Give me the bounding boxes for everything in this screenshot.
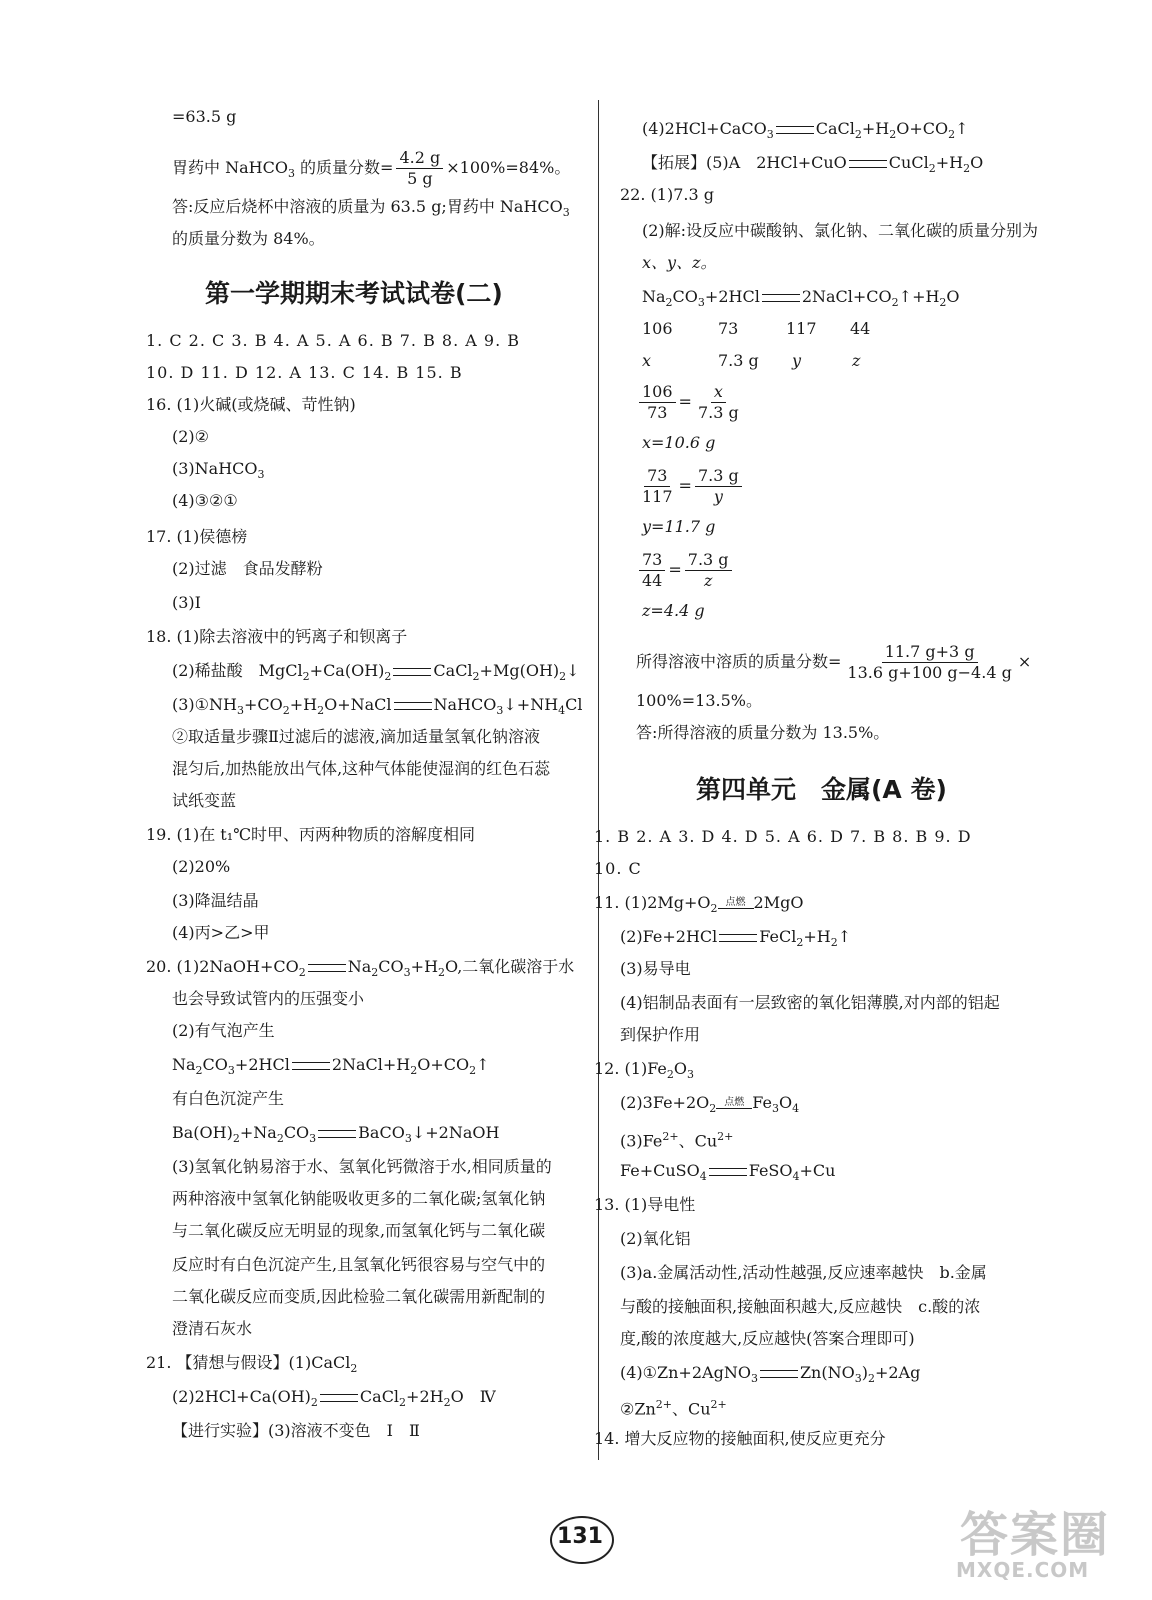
column-divider	[598, 100, 599, 1460]
answer-line: 1. B 2. A 3. D 4. D 5. A 6. D 7. B 8. B 9. D	[594, 827, 972, 846]
answer-line: 两种溶液中氢氧化钠能吸收更多的二氧化碳;氢氧化钠	[172, 1189, 546, 1208]
mass-fraction: 所得溶液中溶质的质量分数= $\frac{11.7 g+3 g}{13.6 g+100 g-4.4 g}$ ×	[636, 642, 1032, 682]
answer-line: (4)①Zn+2AgNO$_3$ $Zn(NO_3)_2+2Ag$	[620, 1363, 921, 1386]
answer-line: 17. (1)侯德榜	[146, 527, 248, 546]
answer-line: $Ba(OH)_2+Na_2CO_3$ BaCO$_3$↓+2NaOH	[172, 1123, 500, 1146]
answer-line: (2)氧化铝	[620, 1229, 691, 1248]
answer-line: (2)Fe+2HCl $FeCl_2+H_2↑$	[620, 927, 852, 950]
answer-line: 度,酸的浓度越大,反应越快(答案合理即可)	[620, 1329, 915, 1348]
answer-line: (3)降温结晶	[172, 891, 259, 910]
answer-line: (4)2HCl+CaCO$_3$ $CaCl_2+H_2O+CO_2↑$	[642, 119, 969, 142]
variable: y	[792, 351, 802, 370]
answer-line: 二氧化碳反应而变质,因此检验二氧化碳需用新配制的	[172, 1287, 546, 1306]
answer-line: (4)铝制品表面有一层致密的氧化铝薄膜,对内部的铝起	[620, 993, 1000, 1012]
watermark-url: MXQE.COM	[956, 1558, 1090, 1582]
answer-line: 答:所得溶液的质量分数为 13.5%。	[636, 723, 890, 742]
page-number	[540, 1510, 620, 1566]
result: y=11.7 g	[642, 517, 716, 536]
answer-line: (4)③②①	[172, 491, 238, 510]
answer-line: 到保护作用	[620, 1025, 701, 1044]
answer-line: 混匀后,加热能放出气体,这种气体能使湿润的红色石蕊	[172, 759, 551, 778]
variable: 7.3 g	[718, 351, 759, 370]
answer-line: $Na_2CO_3+2HCl$ $2NaCl+CO_2↑+H_2O$	[642, 287, 960, 310]
answer-line: 与二氧化碳反应无明显的现象,而氢氧化钙与二氧化碳	[172, 1221, 546, 1240]
answer-line: x、y、z。	[642, 253, 717, 272]
answer-line: (2)20%	[172, 857, 231, 876]
result: z=4.4 g	[642, 601, 705, 620]
result: x=10.6 g	[642, 433, 716, 452]
section-title: 第一学期期末考试试卷(二)	[205, 279, 503, 308]
variable: x	[642, 351, 652, 370]
text-line: 的质量分数为 84%。	[172, 229, 325, 248]
answer-line: 试纸变蓝	[172, 791, 237, 810]
answer-line: 19. (1)在 t₁℃时甲、丙两种物质的溶解度相同	[146, 825, 476, 844]
mass-value: 44	[850, 319, 871, 338]
page-number-text: 131	[557, 1524, 603, 1549]
answer-line: (3)Ⅰ	[172, 593, 201, 612]
mass-value: 73	[718, 319, 739, 338]
section-title: 第四单元 金属(A 卷)	[696, 775, 947, 804]
answer-line: 【拓展】(5)A 2HCl+CuO $CuCl_2+H_2O$	[642, 153, 984, 176]
answer-line: $(3)Fe^{2+}$、$Cu^{2+}$	[620, 1130, 734, 1151]
answer-line: 与酸的接触面积,接触面积越大,反应越快 c.酸的浓	[620, 1297, 981, 1316]
answer-line: (2)过滤 食品发酵粉	[172, 559, 323, 578]
answer-line: 有白色沉淀产生	[172, 1089, 285, 1108]
answer-line: (3)a.金属活动性,活动性越强,反应速率越快 b.金属	[620, 1263, 987, 1282]
answer-line: (2)解:设反应中碳酸钠、氯化钠、二氧化碳的质量分别为	[642, 221, 1039, 240]
text-line: 答:反应后烧杯中溶液的质量为 63.5 g;胃药中 NaHCO$_3$	[172, 197, 570, 220]
answer-line: $Na_2CO_3+2HCl$ $2NaCl+H_2O+CO_2↑$	[172, 1055, 490, 1078]
watermark-logo	[940, 1490, 1140, 1590]
answer-line: 12. $(1)Fe_2O_3$	[594, 1059, 695, 1082]
answer-line: 1. C 2. C 3. B 4. A 5. A 6. B 7. B 8. A 9. B	[146, 331, 521, 350]
answer-line: 13. (1)导电性	[594, 1195, 696, 1214]
proportion: $\frac{73}{44}$ = $\frac{7.3 g}{z}$	[636, 550, 735, 591]
proportion: $\frac{106}{73}$ = $\frac{x}{7.3 g}$	[636, 382, 745, 423]
answer-line: Fe+CuSO$_4$ FeSO$_4$+Cu	[620, 1161, 836, 1184]
answer-line: (2)稀盐酸 $MgCl_2+Ca(OH)_2$ $CaCl_2+Mg(OH)_2↓$	[172, 661, 580, 684]
answer-line: 21. 【猜想与假设】(1)CaCl$_2$	[146, 1353, 358, 1376]
answer-line: 14. 增大反应物的接触面积,使反应更充分	[594, 1429, 886, 1448]
answer-line: ②取适量步骤Ⅱ过滤后的滤液,滴加适量氢氧化钠溶液	[172, 727, 540, 746]
answer-line: (3)NaHCO$_3$	[172, 459, 265, 482]
fraction: $\frac{4.2 g}{5 g}$	[396, 148, 443, 189]
mass-value: 117	[786, 319, 817, 338]
answer-line: 22. (1)7.3 g	[620, 185, 714, 204]
answer-line: $(2)3Fe+2O_2$ 点燃 $Fe_3O_4$	[620, 1093, 800, 1116]
answer-line: 11. $(1)2Mg+O_2$ 点燃 2MgO	[594, 893, 804, 916]
answer-line: (3)易导电	[620, 959, 691, 978]
answer-line: $(2)2HCl+Ca(OH)_2$ $CaCl_2+2H_2O$ Ⅳ	[172, 1387, 496, 1410]
answer-line: (2)②	[172, 427, 210, 446]
variable: z	[852, 351, 861, 370]
answer-line: 反应时有白色沉淀产生,且氢氧化钙很容易与空气中的	[172, 1255, 546, 1274]
answer-line: $(3)①NH_3+CO_2+H_2O+NaCl$ $NaHCO_3↓+NH_4Cl$	[172, 695, 583, 718]
watermark-text: 答案圈	[960, 1507, 1111, 1563]
answer-line: 100%=13.5%。	[636, 691, 762, 710]
answer-line: 澄清石灰水	[172, 1319, 253, 1338]
answer-line: (4)丙>乙>甲	[172, 923, 270, 942]
answer-line: 16. (1)火碱(或烧碱、苛性钠)	[146, 395, 356, 414]
answer-line: 【进行实验】(3)溶液不变色 Ⅰ Ⅱ	[172, 1421, 420, 1440]
proportion: $\frac{73}{117}$ = $\frac{7.3 g}{y}$	[636, 466, 745, 507]
answer-line: 20. $(1)2NaOH+CO_2$ $Na_2CO_3+H_2O$,二氧化碳溶于水	[146, 957, 575, 980]
answer-line: 10. C	[594, 859, 642, 878]
answer-line: 10. D 11. D 12. A 13. C 14. B 15. B	[146, 363, 463, 382]
mass-value: 106	[642, 319, 673, 338]
answer-line: (3)氢氧化钠易溶于水、氢氧化钙微溶于水,相同质量的	[172, 1157, 552, 1176]
answer-line: (2)有气泡产生	[172, 1021, 275, 1040]
answer-line: $②Zn^{2+}$、$Cu^{2+}$	[620, 1398, 727, 1419]
text-line: =63.5 g	[172, 107, 237, 126]
text-line: 胃药中 NaHCO$_3$ 的质量分数= $\frac{4.2 g}{5 g}$ ×100%=84%。	[172, 148, 571, 188]
answer-line: 也会导致试管内的压强变小	[172, 989, 365, 1008]
answer-line: 18. (1)除去溶液中的钙离子和钡离子	[146, 627, 408, 646]
